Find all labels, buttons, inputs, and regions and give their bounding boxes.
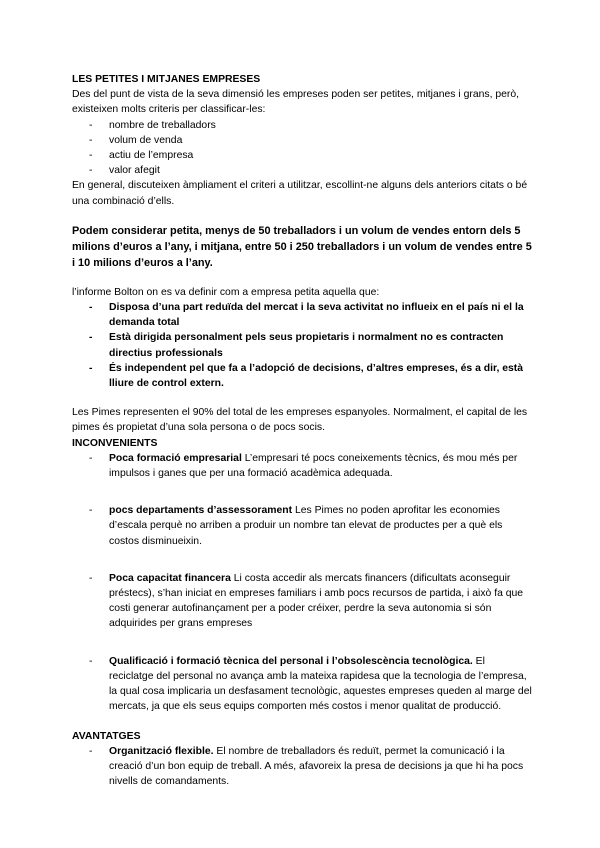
pimes-paragraph: Les Pimes representen el 90% del total de les empreses espanyoles. Normalment, el capital de les pimes és propietat d’una sola persona o de pocs socis. <box>72 407 528 434</box>
definition-paragraph: Podem considerar petita, menys de 50 treballadors i un volum de vendes entorn dels 5 milions d’euros a l’any, i mitjana, entre 50 i 250 treballadors i un volum de vendes entre 5 i 10 milions d’euros a l’any. <box>72 224 532 269</box>
list-item <box>72 744 532 790</box>
list-item: - És independent pel que fa a l’adopció de decisions, d’altres empreses, és a dir, està lliure de control extern. <box>72 361 532 391</box>
item-text: El reciclatge del personal no avança amb la mateixa rapidesa que la tecnologia de l’empresa, la qual cosa implicaria un desfasament tecnològic, aquestes empreses queden al marge del mercats, ja que els seus equips comporten més costos i menor qualitat de producció. <box>109 655 532 713</box>
item-text: L’empresari té pocs coneixements tècnics, és mou més per impulsos i ganes que per una formació acadèmica adequada. <box>109 452 518 480</box>
item-text: Les Pimes no poden aprofitar les economies d’escala perquè no arriben a produir un nombre tan elevat de productes per a què els costos disminueixin. <box>109 505 503 547</box>
criteria-list <box>72 118 532 179</box>
list-item: - Està dirigida personalment pels seus propietaris i normalment no es contracten directius professionals <box>72 330 532 360</box>
document-page <box>72 72 532 789</box>
item-title: Qualificació i formació tècnica del personal i l’obsolescència tecnològica. <box>109 655 473 667</box>
list-item: - nombre de treballadors <box>72 118 532 133</box>
list-item: - Disposa d’una part reduïda del mercat i la seva activitat no influeix en el país ni el la demanda total <box>72 300 532 330</box>
list-item <box>72 571 532 632</box>
general-paragraph: En general, discuteixen àmpliament el criteri a utilitzar, escollint-ne alguns dels anteriors citats o bé una combinació d’ells. <box>72 180 528 207</box>
list-item <box>72 503 532 549</box>
item-title: Organització flexible. <box>109 745 214 757</box>
list-item: - valor afegit <box>72 163 532 178</box>
item-text: Li costa accedir als mercats financers (dificultats aconseguir préstecs), s’han iniciat en empreses familiars i amb pocs recursos de partida, i això fa que costi generar autofinançament per a poder créixer, perdre la seva autonomia si són adquirides per grans empreses <box>109 572 524 630</box>
item-text: El nombre de treballadors és reduït, permet la comunicació i la creació d’un bon equip de treball. A més, afavoreix la presa de decisions ja que hi ha pocs nivells de comandaments. <box>109 745 524 788</box>
item-title: Poca formació empresarial <box>109 452 242 464</box>
avantatges-heading: AVANTATGES <box>72 730 141 742</box>
item-title: Poca capacitat financera <box>109 572 231 584</box>
item-title: pocs departaments d’assessorament <box>109 505 293 517</box>
intro-paragraph: Des del punt de vista de la seva dimensió les empreses poden ser petites, mitjanes i grans, però, existeixen molts criteris per classificar-les: <box>72 89 520 116</box>
list-item: - volum de venda <box>72 133 532 148</box>
bolton-intro: l’informe Bolton on es va definir com a empresa petita aquella que: <box>72 286 380 298</box>
list-item <box>72 654 532 715</box>
list-item <box>72 451 532 481</box>
bolton-list <box>72 300 532 391</box>
inconvenients-heading: INCONVENIENTS <box>72 437 158 449</box>
inconvenients-list <box>72 451 532 715</box>
document-title: LES PETITES I MITJANES EMPRESES <box>72 74 261 85</box>
avantatges-list <box>72 744 532 790</box>
list-item: - actiu de l’empresa <box>72 148 532 163</box>
